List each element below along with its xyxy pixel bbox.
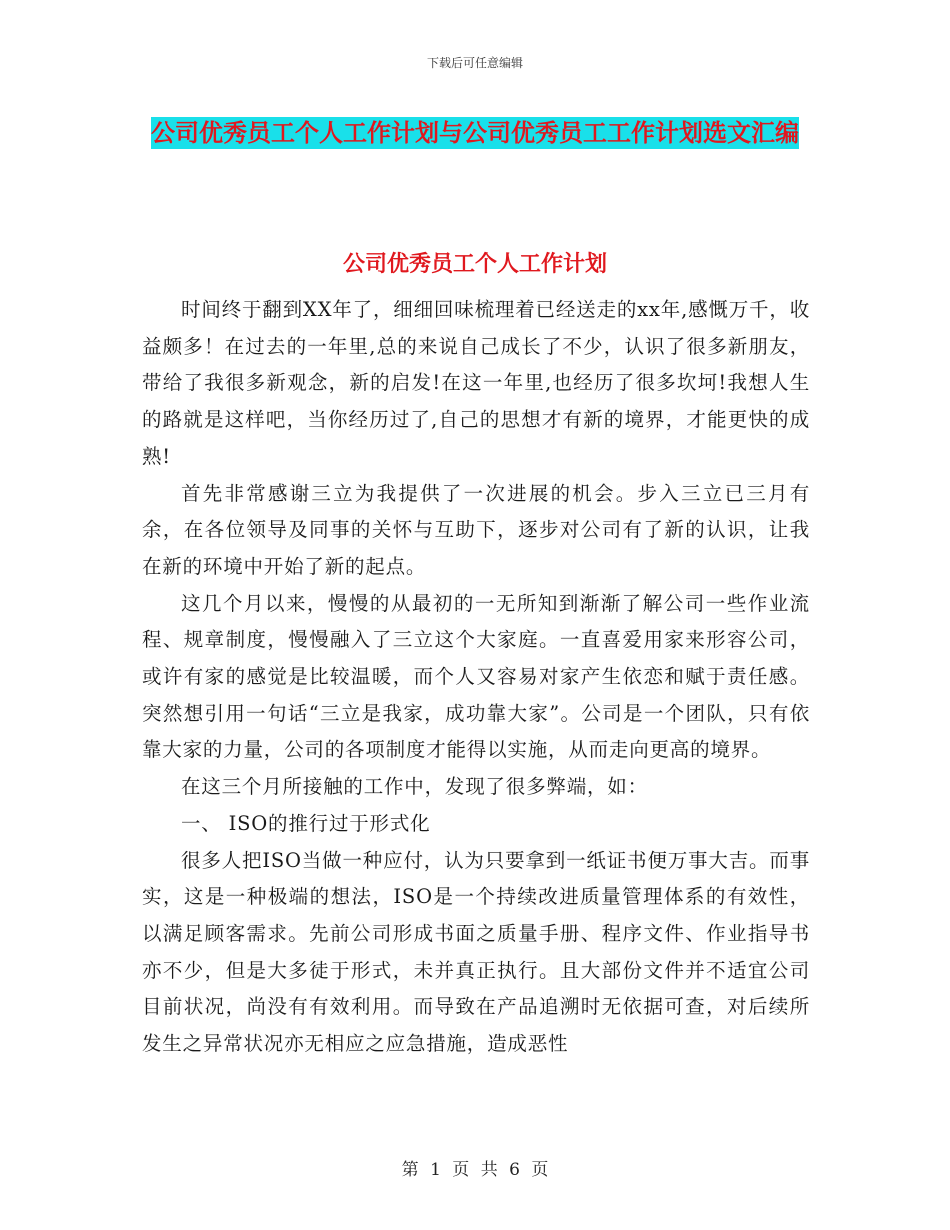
paragraph-3: 这几个月以来，慢慢的从最初的一无所知到渐渐了解公司一些作业流程、规章制度，慢慢融入了三立这个大家庭。一直喜爱用家来形容公司，或许有家的感觉是比较温暖，而个人又容易对家产生依恋和赋于责任感。突然想引用一句话“三立是我家，成功靠大家”。公司是一个团队，只有依靠大家的力量，公司的各项制度才能得以实施，从而走向更高的境界。 [142,591,810,762]
header-note: 下载后可任意编辑 [426,56,523,70]
list-heading-1: 一、 ISO的推行过于形式化 [181,811,431,835]
section-title: 公司优秀员工个人工作计划 [342,252,607,277]
paragraph-2: 首先非常感谢三立为我提供了一次进展的机会。步入三立已三月有余，在各位领导及同事的关怀与互助下，逐步对公司有了新的认识，让我在新的环境中开始了新的起点。 [142,481,810,578]
document-title-text: 公司优秀员工个人工作计划与公司优秀员工工作计划选文汇编 [151,119,799,147]
page-footer: 第 1 页 共 6 页 [401,1160,549,1180]
document-body [142,292,810,1063]
paragraph-1: 时间终于翻到XX年了，细细回味梳理着已经送走的xx年,感慨万千，收益颇多！在过去的一年里,总的来说自己成长了不少，认识了很多新朋友，带给了我很多新观念，新的启发!在这一年里,也经历了很多坎坷!我想人生的路就是这样吧，当你经历过了,自己的思想才有新的境界，才能更快的成熟! [142,298,810,468]
paragraph-5: 很多人把ISO当做一种应付，认为只要拿到一纸证书便万事大吉。而事实，这是一种极端的想法，ISO是一个持续改进质量管理体系的有效性，以满足顾客需求。先前公司形成书面之质量手册、程序文件、作业指导书亦不少，但是大多徒于形式，未并真正执行。且大部份文件并不适宜公司目前状况，尚没有有效利用。而导致在产品追溯时无依据可查，对后续所发生之异常状况亦无相应之应急措施，造成恶性 [142,848,810,1056]
document-title [140,111,810,155]
paragraph-4: 在这三个月所接触的工作中，发现了很多弊端，如： [181,775,648,799]
